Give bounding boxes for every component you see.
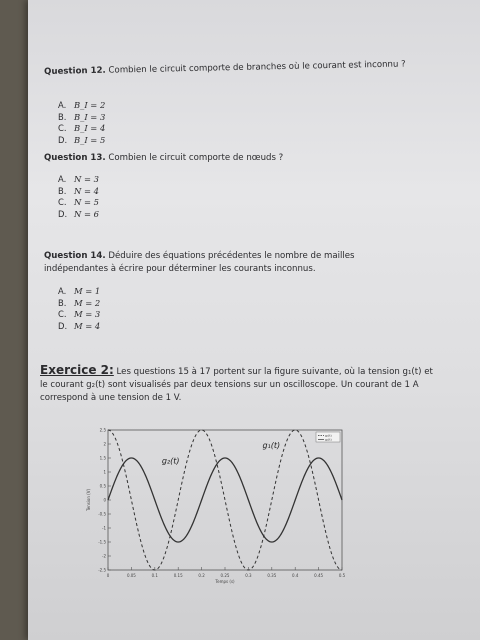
x-axis-label: Temps (s) — [215, 579, 235, 584]
exercise-title: Exercice 2: — [40, 363, 114, 377]
x-tick-label: 0.15 — [173, 573, 183, 578]
option-d[interactable]: D. M = 4 — [58, 320, 101, 331]
question-14-options — [58, 286, 100, 332]
option-b[interactable]: B. M = 2 — [58, 297, 101, 308]
y-tick-label: 1.5 — [99, 455, 106, 461]
x-tick-label: 0.4 — [292, 573, 299, 578]
y-tick-label: -1.5 — [98, 539, 106, 545]
x-tick-label: 0.1 — [151, 573, 158, 578]
y-tick-label: 2.5 — [99, 427, 106, 433]
x-tick-label: 0 — [106, 573, 110, 578]
legend-label-2: g₂(t) — [325, 437, 332, 442]
question-text: Déduire des équations précédentes le nombre de mailles indépendantes à écrire pour déterminer les courants inconnus. — [44, 251, 355, 274]
y-tick-label: 0 — [103, 497, 106, 503]
series-line-2 — [108, 458, 342, 542]
annotation-g1: g₁(t) — [262, 441, 281, 451]
question-text: Combien le circuit comporte de branches où le courant est inconnu ? — [108, 59, 406, 76]
exercise-2 — [40, 364, 440, 405]
option-c[interactable]: C. M = 3 — [58, 309, 101, 320]
question-12-options — [58, 100, 105, 146]
legend-label-1: g₁(t) — [325, 433, 332, 438]
question-number: Question 12. — [44, 65, 106, 77]
option-c[interactable]: C. B_I = 4 — [58, 123, 106, 134]
x-tick-label: 0.05 — [126, 573, 136, 578]
question-13 — [44, 152, 444, 165]
option-b[interactable]: B. N = 4 — [58, 185, 99, 196]
y-axis-label: Tension (V) — [86, 488, 91, 512]
option-a[interactable]: A. M = 1 — [58, 286, 101, 296]
chart-svg — [80, 424, 350, 584]
y-tick-label: 0.5 — [99, 483, 106, 489]
question-text: Combien le circuit comporte de nœuds ? — [108, 153, 284, 163]
option-d[interactable]: D. N = 6 — [58, 208, 99, 219]
x-tick-label: 0.45 — [314, 573, 324, 578]
y-tick-label: 2 — [103, 441, 106, 447]
y-tick-label: -0.5 — [98, 511, 106, 517]
question-13-options — [58, 174, 99, 220]
x-tick-label: 0.25 — [220, 573, 230, 578]
y-tick-label: -1 — [102, 525, 106, 531]
option-d[interactable]: D. B_I = 5 — [58, 134, 106, 145]
question-14 — [44, 250, 384, 276]
y-tick-label: 1 — [103, 469, 106, 475]
question-number: Question 14. — [44, 251, 106, 261]
x-tick-label: 0.5 — [338, 573, 346, 578]
y-tick-label: -2.5 — [98, 567, 106, 573]
option-b[interactable]: B. B_I = 3 — [58, 111, 106, 122]
y-tick-label: -2 — [102, 553, 106, 559]
series-line-1 — [108, 430, 342, 570]
x-tick-label: 0.35 — [267, 573, 277, 578]
annotation-g2: g₂(t) — [161, 456, 180, 466]
question-number: Question 13. — [44, 153, 106, 163]
exercise-text: Les questions 15 à 17 portent sur la figure suivante, où la tension g₁(t) et le courant g₂(t) sont visualisés par deux tensions sur un oscilloscope. Un courant de 1 A correspond à une tension de 1 V. — [40, 367, 433, 403]
option-a[interactable]: A. B_I = 2 — [58, 100, 106, 110]
oscilloscope-chart — [80, 424, 350, 584]
x-tick-label: 0.3 — [245, 573, 252, 578]
option-a[interactable]: A. N = 3 — [58, 174, 99, 184]
x-tick-label: 0.2 — [198, 573, 205, 578]
option-c[interactable]: C. N = 5 — [58, 197, 99, 208]
